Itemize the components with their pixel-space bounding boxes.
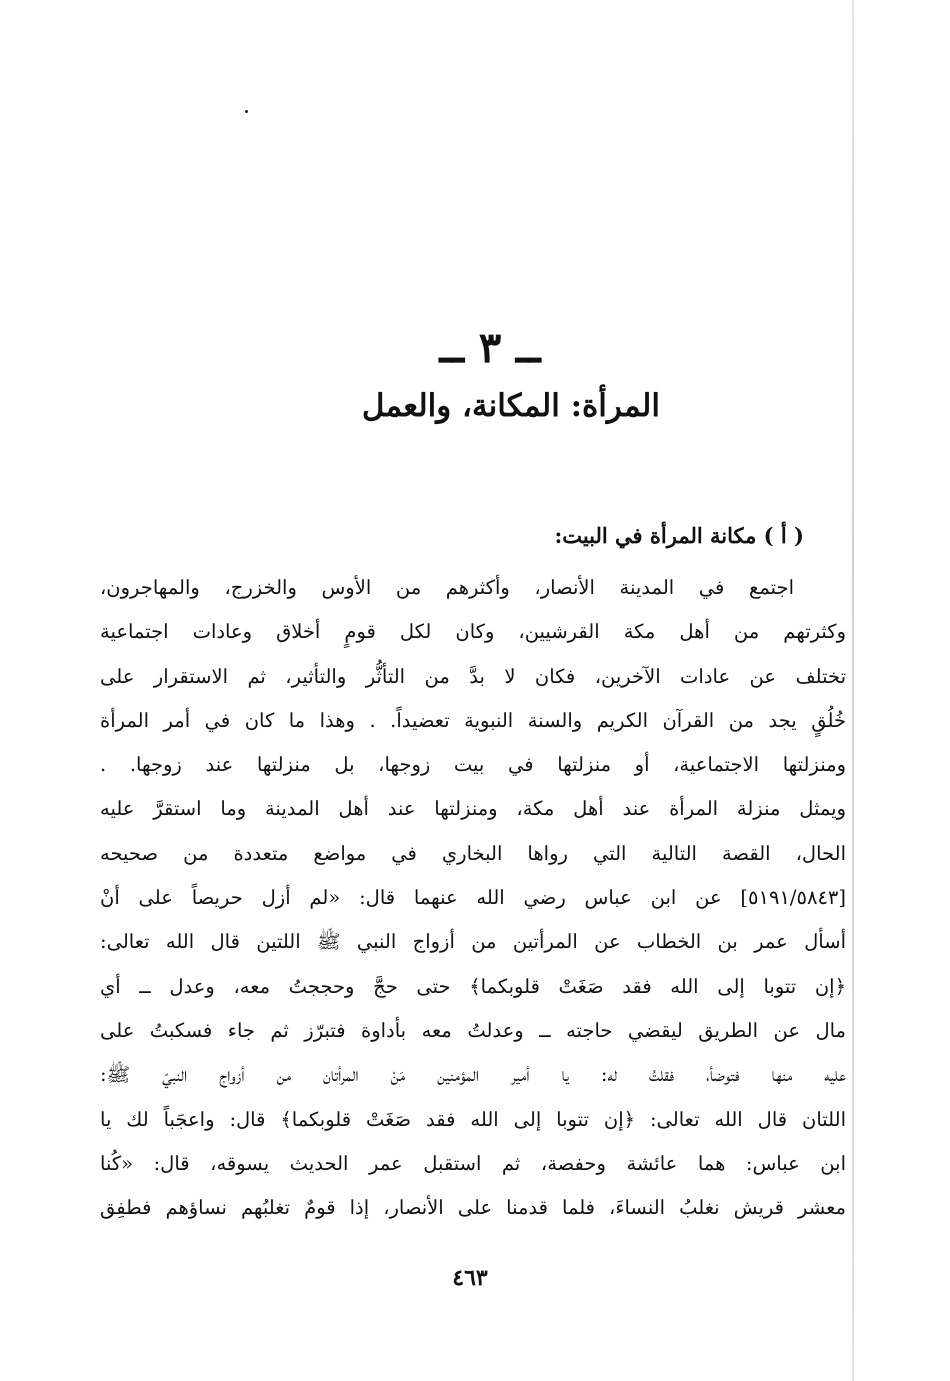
speck-mark bbox=[245, 110, 248, 113]
body-line: معشر قريش نغلبُ النساءَ، فلما قدمنا على الأنصار، إذا قومٌ تغلبُهم نساؤهم فطفِق bbox=[100, 1196, 846, 1220]
body-line: ويمثل منزلة المرأة عند أهل مكة، ومنزلتها عند أهل المدينة وما استقرَّ عليه bbox=[100, 797, 846, 821]
body-line: أسأل عمر بن الخطاب عن المرأتين من أزواج النبي ﷺ اللتين قال الله تعالى: bbox=[100, 930, 846, 954]
body-line: خُلُقٍ يجد من القرآن الكريم والسنة النبوية تعضيداً. . وهذا ما كان في أمر المرأة bbox=[100, 708, 846, 732]
body-line: الحال، القصة التالية التي رواها البخاري في مواضع متعددة من صحيحه bbox=[100, 841, 846, 865]
scan-edge-shadow bbox=[852, 0, 854, 1381]
body-line: تختلف عن عادات الآخرين، فكان لا بدَّ من التأثُّر والتأثير، ثم الاستقرار على bbox=[100, 664, 846, 688]
body-line: اجتمع في المدينة الأنصار، وأكثرهم من الأوس والخزرج، والمهاجرون، bbox=[100, 576, 794, 599]
chapter-title: المرأة: المكانة، والعمل bbox=[361, 388, 660, 424]
body-line: ﴿إن تتوبا إلى الله فقد صَغَتْ قلوبكما﴾ حتى حجَّ وحججتُ معه، وعدل ــ أي bbox=[100, 974, 846, 998]
section-heading: ( أ ) مكانة المرأة في البيت: bbox=[554, 523, 804, 548]
page-number: ٤٦٣ bbox=[452, 1265, 488, 1291]
body-line: مال عن الطريق ليقضي حاجته ــ وعدلتُ معه بأداوة فتبرّز ثم جاء فسكبتُ على bbox=[100, 1018, 846, 1042]
body-line: وكثرتهم من أهل مكة القرشيين، وكان لكل قومٍ أخلاق وعادات اجتماعية bbox=[100, 620, 846, 644]
body-line: [٥١٩١/٥٨٤٣] عن ابن عباس رضي الله عنهما قال: «لم أزل حريصاً على أنْ bbox=[100, 886, 846, 910]
body-line: ابن عباس: هما عائشة وحفصة، ثم استقبل عمر الحديث يسوقه، قال: «كُنا bbox=[100, 1151, 846, 1175]
body-line: ومنزلتها الاجتماعية، أو منزلتها في بيت زوجها، بل منزلتها عند زوجها. . bbox=[100, 753, 846, 777]
body-text bbox=[100, 566, 846, 1230]
chapter-number: ــ ٣ ــ bbox=[439, 323, 541, 372]
body-line: عليه منها فتوضأ، فقلتُ له: يا أمير المؤمنين مَنْ المرأتان من أزواج النبيّ ﷺ: bbox=[100, 1063, 846, 1087]
body-line: اللتان قال الله تعالى: ﴿إن تتوبا إلى الله فقد صَغَتْ قلوبكما﴾ قال: واعجَباً لك يا bbox=[100, 1107, 846, 1131]
